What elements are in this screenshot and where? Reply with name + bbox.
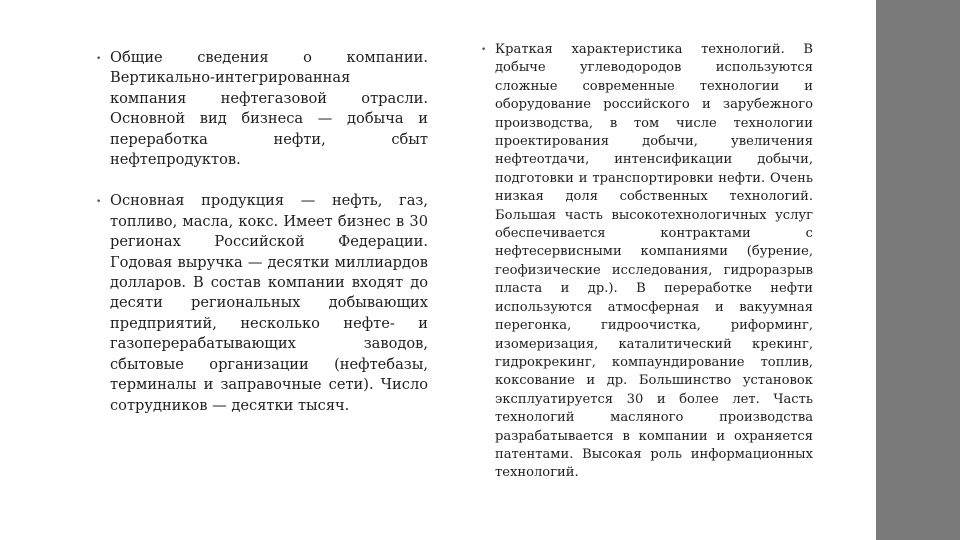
bullet-marker: • — [481, 45, 487, 55]
bullet-item-company-overview — [96, 48, 428, 170]
decorative-side-bar — [876, 0, 960, 540]
bullet-item-main-products — [96, 191, 428, 415]
left-column — [96, 48, 428, 416]
bullet-marker: • — [96, 54, 102, 64]
bullet-marker: • — [96, 197, 102, 208]
right-column — [481, 41, 813, 483]
bullet-item-technologies — [481, 41, 813, 483]
bullet-text: Краткая характеристика технологий. В добыче углеводородов используются сложные современные технологии и оборудование российского и зарубежного производства, в том числе технологии проектирования добычи, увеличения нефтеотдачи, интенсификации добычи, подготовки и транспортировки нефти. Очень низкая доля собственных технологий. Большая часть высокотехнологичных услуг обеспечивается контрактами с нефтесервисными компаниями (бурение, геофизические исследования, гидроразрыв пласта и др.). В переработке нефти используются атмосферная и вакуумная перегонка, гидроочистка, риформинг, изомеризация, каталитический крекинг, гидрокрекинг, компаундирование топлив, коксование и др. Большинство установок эксплуатируется 30 и более лет. Часть технологий масляного производства разрабатывается в компании и охраняется патентами. Высокая роль информационных технологий. — [495, 42, 813, 481]
bullet-text: Основная продукция — нефть, газ, топливо, масла, кокс. Имеет бизнес в 30 регионах Российской Федерации. Годовая выручка — десятки миллиардов долларов. В состав компании входят до десяти региональных добывающих предприятий, несколько нефте- и газоперерабатывающих заводов, сбытовые организации (нефтебазы, терминалы и заправочные сети). Число сотрудников — десятки тысяч. — [110, 192, 428, 414]
bullet-text: Общие сведения о компании. Вертикально-интегрированная компания нефтегазовой отрасли. Основной вид бизнеса — добыча и переработка нефти, сбыт нефтепродуктов. — [110, 49, 428, 169]
